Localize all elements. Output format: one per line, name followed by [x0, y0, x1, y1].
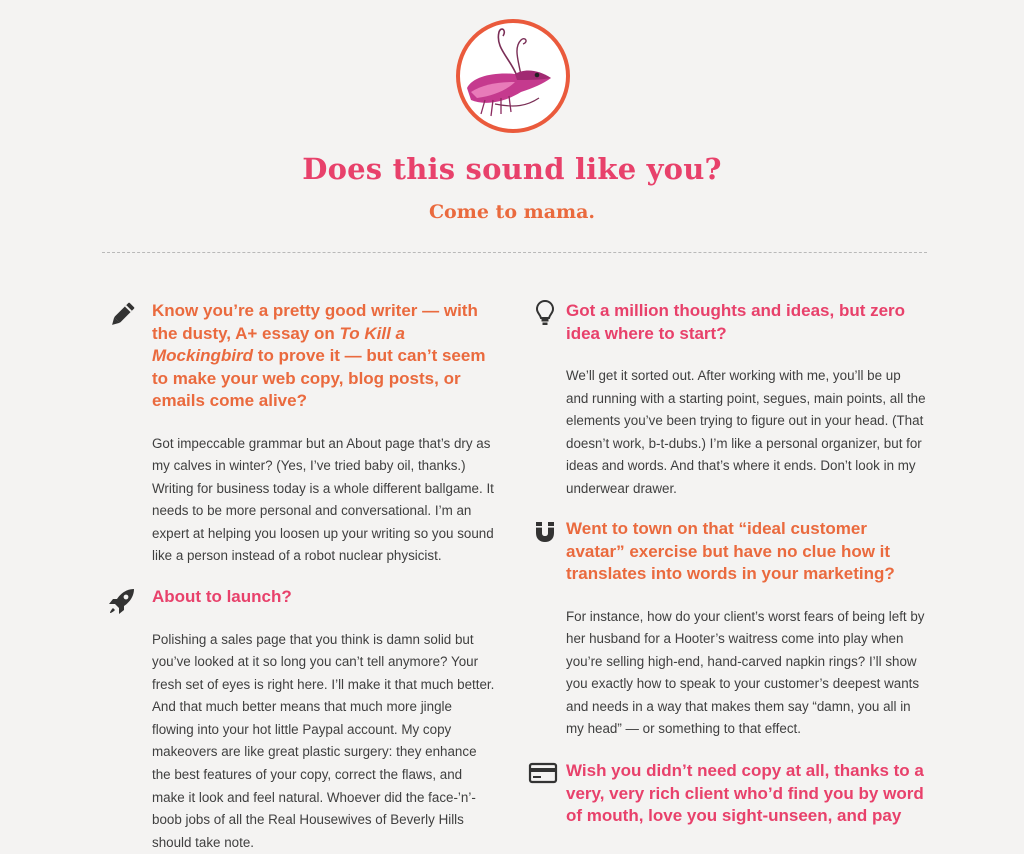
- writer-section: [152, 300, 497, 568]
- avatar-section: [566, 518, 926, 741]
- referral-section: [566, 760, 936, 828]
- writer-body: Got impeccable grammar but an About page that’s dry as my calves in winter? (Yes, I’ve tried baby oil, thanks.) Writing for business today is a whole different ballgame. It needs to be more personal and conversational. I’m an expert at helping you loosen up your writing so you sound like a person instead of a robot nuclear physicist.: [152, 433, 497, 569]
- pencil-icon: [107, 300, 137, 330]
- avatar-body: For instance, how do your client’s worst fears of being left by her husband for a Hooter’s waitress come into play when you’re selling high-end, hand-carved napkin rings? I’ll show you exactly how to speak to your customer’s deepest wants and needs in a way that makes them say “damn, you all in my head” — or something to that effect.: [566, 606, 926, 742]
- launch-section: [152, 586, 497, 854]
- credit-card-icon: [528, 758, 558, 788]
- magnet-icon: [530, 517, 560, 547]
- rocket-icon: [107, 586, 137, 616]
- avatar-heading: Went to town on that “ideal customer avatar” exercise but have no clue how it translates into words in your marketing?: [566, 518, 926, 586]
- page-subtitle: Come to mama.: [0, 201, 1024, 223]
- page-title: Does this sound like you?: [0, 152, 1024, 186]
- launch-body: Polishing a sales page that you think is damn solid but you’ve looked at it so long you can’t tell anymore? Your fresh set of eyes is right here. I’ll make it that much better. And that much better means that much more jingle flowing into your hot little Paypal account. My copy makeovers are like great plastic surgery: they enhance the best features of your copy, correct the flaws, and make it look and feel natural. Whoever did the face-’n’-boob jobs of all the Real Housewives of Beverly Hills should take note.: [152, 629, 497, 854]
- ideas-heading: Got a million thoughts and ideas, but zero idea where to start?: [566, 300, 926, 345]
- ideas-body: We’ll get it sorted out. After working with me, you’ll be up and running with a starting point, segues, main points, all the elements you’ve been trying to figure out in your head. (That doesn’t work, b-t-dubs.) I’m like a personal organizer, but for ideas and words. And that’s where it ends. Don’t look in my underwear drawer.: [566, 365, 926, 501]
- lightbulb-icon: [530, 298, 560, 328]
- referral-heading: Wish you didn’t need copy at all, thanks to a very, very rich client who’d find you by word of mouth, love you sight-unseen, and pay: [566, 760, 936, 828]
- launch-heading: About to launch?: [152, 586, 497, 609]
- writer-heading: Know you’re a pretty good writer — with the dusty, A+ essay on To Kill a Mockingbird to prove it — but can’t seem to make your web copy, blog posts, or emails come alive?: [152, 300, 497, 413]
- section-divider: [102, 252, 927, 253]
- ideas-section: [566, 300, 926, 501]
- shrimp-logo[interactable]: [455, 18, 571, 134]
